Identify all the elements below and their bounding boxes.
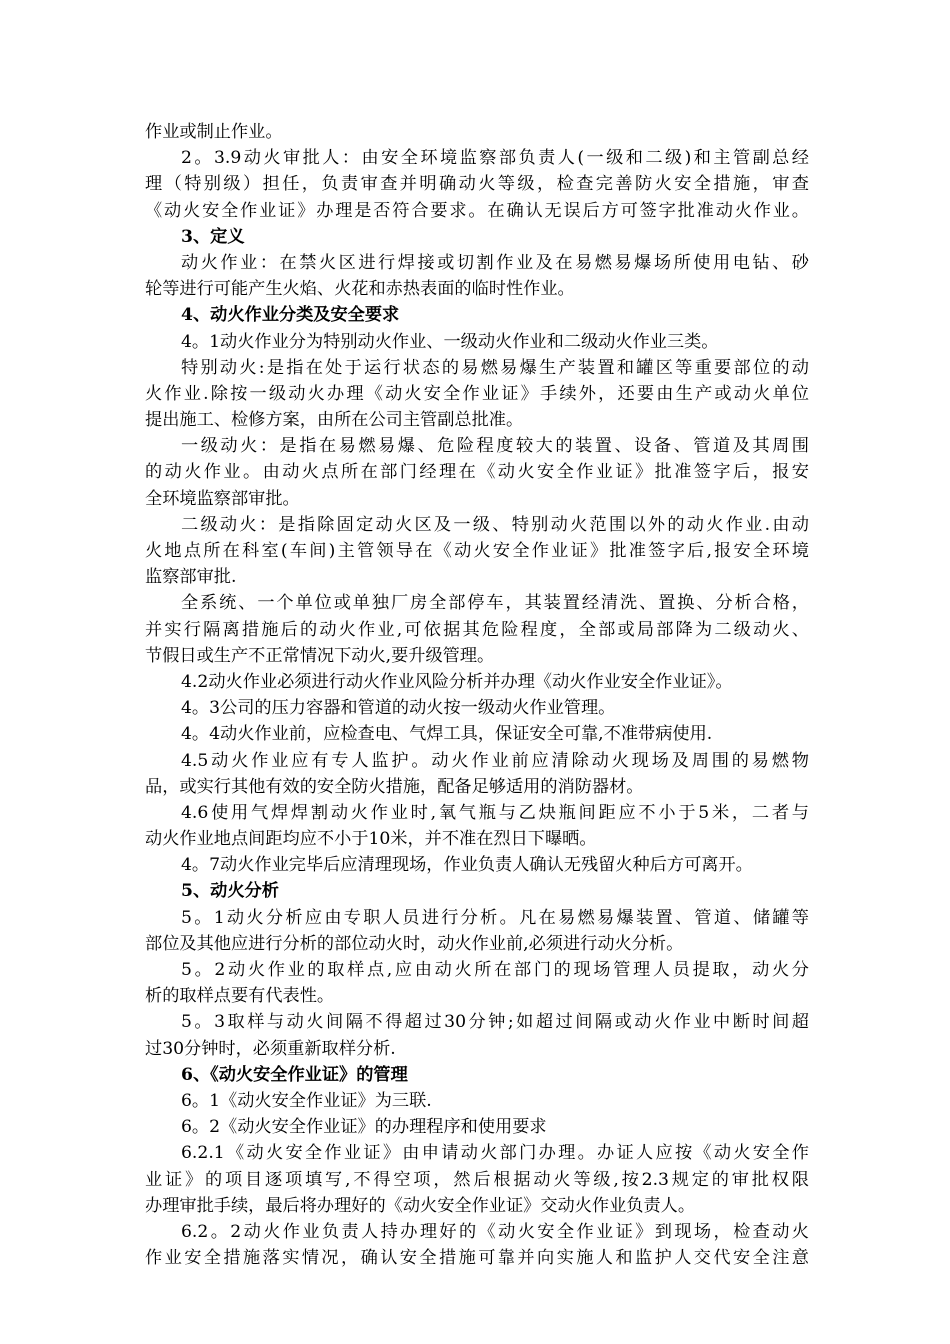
body-line: 节假日或生产不正常情况下动火,要升级管理。	[145, 645, 495, 666]
section-heading: 3、定义	[181, 226, 245, 247]
paragraph-first-line: 6.2.1《动火安全作业证》由申请动火部门办理。办证人应按《动火安全作	[181, 1143, 809, 1164]
paragraph-first-line: 2。3.9动火审批人：由安全环境监察部负责人(一级和二级)和主管副总经	[181, 148, 809, 169]
body-line: 的动火作业。由动火点所在部门经理在《动火安全作业证》批准签字后，报安	[145, 462, 809, 483]
body-line: 析的取样点要有代表性。	[145, 986, 335, 1007]
body-line: 轮等进行可能产生火焰、火花和赤热表面的临时性作业。	[145, 279, 575, 300]
paragraph-first-line: 4。7动火作业完毕后应清理现场，作业负责人确认无残留火种后方可离开。	[181, 855, 753, 876]
paragraph-first-line: 二级动火：是指除固定动火区及一级、特别动火范围以外的动火作业.由动	[181, 514, 809, 535]
paragraph-first-line: 5。2动火作业的取样点,应由动火所在部门的现场管理人员提取，动火分	[181, 960, 809, 980]
document-page	[145, 119, 809, 1271]
body-line: 动火作业地点间距均应不小于10米，并不准在烈日下曝晒。	[145, 829, 597, 850]
paragraph-first-line: 4.5动火作业应有专人监护。动火作业前应清除动火现场及周围的易燃物	[181, 750, 809, 771]
body-line: 作业或制止作业。	[145, 122, 283, 142]
body-line: 办理审批手续，最后将办理好的《动火安全作业证》交动火作业负责人。	[145, 1195, 696, 1216]
paragraph-first-line: 6。1《动火安全作业证》为三联.	[181, 1090, 432, 1111]
body-line: 火地点所在科室(车间)主管领导在《动火安全作业证》批准签字后,报安全环境	[145, 541, 809, 561]
paragraph-first-line: 4。1动火作业分为特别动火作业、一级动火作业和二级动火作业三类。	[181, 331, 719, 352]
section-heading: 6、《动火安全作业证》的管理	[181, 1064, 408, 1085]
section-heading: 5、动火分析	[181, 881, 279, 902]
body-line: 品，或实行其他有效的安全防火措施，配备足够适用的消防器材。	[145, 776, 644, 797]
body-line: 全环境监察部审批。	[145, 488, 300, 509]
paragraph-first-line: 一级动火：是指在易燃易爆、危险程度较大的装置、设备、管道及其周围	[181, 436, 809, 457]
paragraph-first-line: 5。1动火分析应由专职人员进行分析。凡在易燃易爆装置、管道、储罐等	[181, 907, 809, 928]
body-line: 理（特别级）担任，负责审查并明确动火等级，检查完善防火安全措施，审查	[145, 174, 809, 195]
section-heading: 4、动火作业分类及安全要求	[181, 305, 400, 326]
body-line: 《动火安全作业证》办理是否符合要求。在确认无误后方可签字批准动火作业。	[145, 200, 809, 221]
paragraph-first-line: 5。3取样与动火间隔不得超过30分钟;如超过间隔或动火作业中断时间超	[181, 1012, 809, 1033]
paragraph-first-line: 4。4动火作业前，应检查电、气焊工具，保证安全可靠,不准带病使用.	[181, 724, 713, 745]
paragraph-first-line: 4.2动火作业必须进行动火作业风险分析并办理《动火作业安全作业证》。	[181, 671, 733, 692]
body-line: 部位及其他应进行分析的部位动火时，动火作业前,必须进行动火分析。	[145, 933, 684, 954]
paragraph-first-line: 6。2《动火安全作业证》的办理程序和使用要求	[181, 1117, 547, 1138]
paragraph-first-line: 动火作业：在禁火区进行焊接或切割作业及在易燃易爆场所使用电钻、砂	[181, 252, 809, 273]
paragraph-first-line: 4。3公司的压力容器和管道的动火按一级动火作业管理。	[181, 698, 616, 719]
body-line: 过30分钟时，必须重新取样分析.	[145, 1038, 396, 1059]
paragraph-first-line: 全系统、一个单位或单独厂房全部停车，其装置经清洗、置换、分析合格，	[181, 593, 809, 614]
body-line: 作业安全措施落实情况，确认安全措施可靠并向实施人和监护人交代安全注意	[145, 1248, 809, 1269]
paragraph-first-line: 6.2。2动火作业负责人持办理好的《动火安全作业证》到现场，检查动火	[181, 1221, 809, 1242]
body-line: 火作业.除按一级动火办理《动火安全作业证》手续外，还要由生产或动火单位	[145, 383, 809, 404]
paragraph-first-line: 4.6使用气焊焊割动火作业时,氧气瓶与乙炔瓶间距应不小于5米，二者与	[181, 802, 809, 823]
body-line: 监察部审批.	[145, 567, 237, 588]
body-line: 并实行隔离措施后的动火作业,可依据其危险程度，全部或局部降为二级动火、	[145, 619, 809, 640]
body-line: 业证》的项目逐项填写,不得空项，然后根据动火等级,按2.3规定的审批权限	[145, 1169, 809, 1190]
paragraph-first-line: 特别动火:是指在处于运行状态的易燃易爆生产装置和罐区等重要部位的动	[181, 357, 809, 378]
body-line: 提出施工、检修方案，由所在公司主管副总批准。	[145, 410, 524, 431]
